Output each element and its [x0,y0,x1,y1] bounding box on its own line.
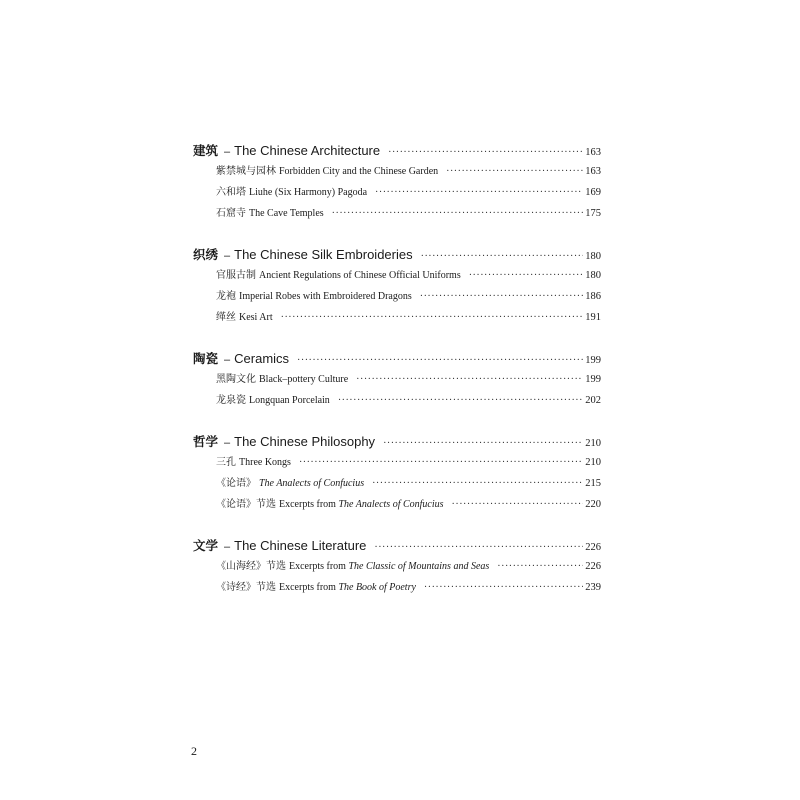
heading-separator: – [224,354,231,366]
toc-heading[interactable] [193,141,601,162]
page-number: 2 [191,744,197,758]
entry-chinese-title: 石窟寺 [216,208,246,219]
toc-entry[interactable] [193,183,601,204]
toc-heading[interactable] [193,432,601,453]
heading-english-title: The Chinese Architecture [234,143,381,158]
toc-heading[interactable] [193,536,601,557]
entry-chinese-title: 三孔 [216,457,236,468]
dot-leader [420,291,584,302]
entry-english-title: The Analects of Confucius [259,478,365,489]
toc-entry[interactable] [193,557,601,578]
heading-page-number: 163 [585,147,601,158]
dot-leader [356,374,583,385]
heading-separator: – [224,541,231,553]
dot-leader [446,166,583,177]
entry-page-number: 226 [585,561,601,572]
heading-page-number: 210 [585,438,601,449]
toc-section-literature [193,536,601,599]
entry-english-title: Longquan Porcelain [249,395,330,406]
entry-english-title: The Analects of Confucius [338,499,444,510]
entry-page-number: 210 [585,457,601,468]
toc-entry[interactable] [193,308,601,329]
entry-english-title: Forbidden City and the Chinese Garden [279,166,439,177]
entry-english-title: Three Kongs [239,457,291,468]
entry-english-prefix: Excerpts from [279,499,339,510]
toc-entry[interactable] [193,266,601,287]
heading-page-number: 199 [585,355,601,366]
entry-page-number: 215 [585,478,601,489]
entry-chinese-title: 紫禁城与园林 [216,166,276,177]
entry-english-title: The Book of Poetry [338,582,416,593]
entry-page-number: 220 [585,499,601,510]
dot-leader [338,395,583,406]
entry-chinese-title: 《论语》 [216,478,256,489]
toc-section-philosophy [193,432,601,516]
heading-chinese-title: 织绣 [193,247,219,262]
entry-chinese-title: 官服古制 [216,270,256,281]
entry-chinese-title: 《论语》节选 [216,499,276,510]
heading-separator: – [224,146,231,158]
entry-page-number: 163 [585,166,601,177]
dot-leader [424,582,583,593]
toc-entry[interactable] [193,287,601,308]
entry-english-title: Black–pottery Culture [259,374,349,385]
entry-english-prefix: Excerpts from [279,582,339,593]
toc-heading[interactable] [193,245,601,266]
dot-leader [452,499,584,510]
toc-heading[interactable] [193,349,601,370]
toc-section-architecture [193,141,601,225]
dot-leader [332,208,584,219]
dot-leader [388,147,583,158]
heading-english-title: The Chinese Literature [234,538,367,553]
entry-page-number: 180 [585,270,601,281]
entry-page-number: 191 [585,312,601,323]
entry-english-prefix: Excerpts from [289,561,349,572]
toc-section-ceramics [193,349,601,412]
toc-section-silk-embroideries [193,245,601,329]
heading-chinese-title: 哲学 [193,434,219,449]
entry-page-number: 239 [585,582,601,593]
heading-chinese-title: 建筑 [193,143,219,158]
entry-page-number: 175 [585,208,601,219]
heading-english-title: The Chinese Silk Embroideries [234,247,413,262]
dot-leader [297,355,583,366]
toc-entry[interactable] [193,370,601,391]
heading-english-title: Ceramics [234,351,290,366]
entry-english-title: Liuhe (Six Harmony) Pagoda [249,187,368,198]
entry-english-title: Kesi Art [239,312,273,323]
toc-entry[interactable] [193,204,601,225]
entry-chinese-title: 龙泉瓷 [216,395,246,406]
entry-chinese-title: 《山海经》节选 [216,561,286,572]
dot-leader [372,478,583,489]
table-of-contents [193,141,601,619]
entry-page-number: 169 [585,187,601,198]
dot-leader [383,438,583,449]
entry-english-title: Imperial Robes with Embroidered Dragons [239,291,412,302]
heading-page-number: 180 [585,251,601,262]
entry-chinese-title: 龙袍 [216,291,236,302]
dot-leader [374,542,583,553]
entry-chinese-title: 缂丝 [216,312,236,323]
heading-separator: – [224,437,231,449]
entry-page-number: 186 [585,291,601,302]
heading-chinese-title: 文学 [193,538,219,553]
dot-leader [497,561,583,572]
dot-leader [281,312,584,323]
entry-page-number: 202 [585,395,601,406]
entry-english-title: Ancient Regulations of Chinese Official Uniforms [259,270,461,281]
dot-leader [375,187,583,198]
heading-page-number: 226 [585,542,601,553]
heading-separator: – [224,250,231,262]
toc-entry[interactable] [193,453,601,474]
toc-entry[interactable] [193,391,601,412]
entry-english-title: The Cave Temples [249,208,324,219]
entry-chinese-title: 《诗经》节选 [216,582,276,593]
entry-chinese-title: 黑陶文化 [216,374,256,385]
heading-chinese-title: 陶瓷 [193,351,219,366]
heading-english-title: The Chinese Philosophy [234,434,376,449]
toc-entry[interactable] [193,162,601,183]
entry-english-title: The Classic of Mountains and Seas [348,561,490,572]
dot-leader [421,251,584,262]
toc-entry[interactable] [193,578,601,599]
dot-leader [469,270,584,281]
dot-leader [299,457,583,468]
toc-entry[interactable] [193,495,601,516]
entry-chinese-title: 六和塔 [216,187,246,198]
toc-entry[interactable] [193,474,601,495]
entry-page-number: 199 [585,374,601,385]
